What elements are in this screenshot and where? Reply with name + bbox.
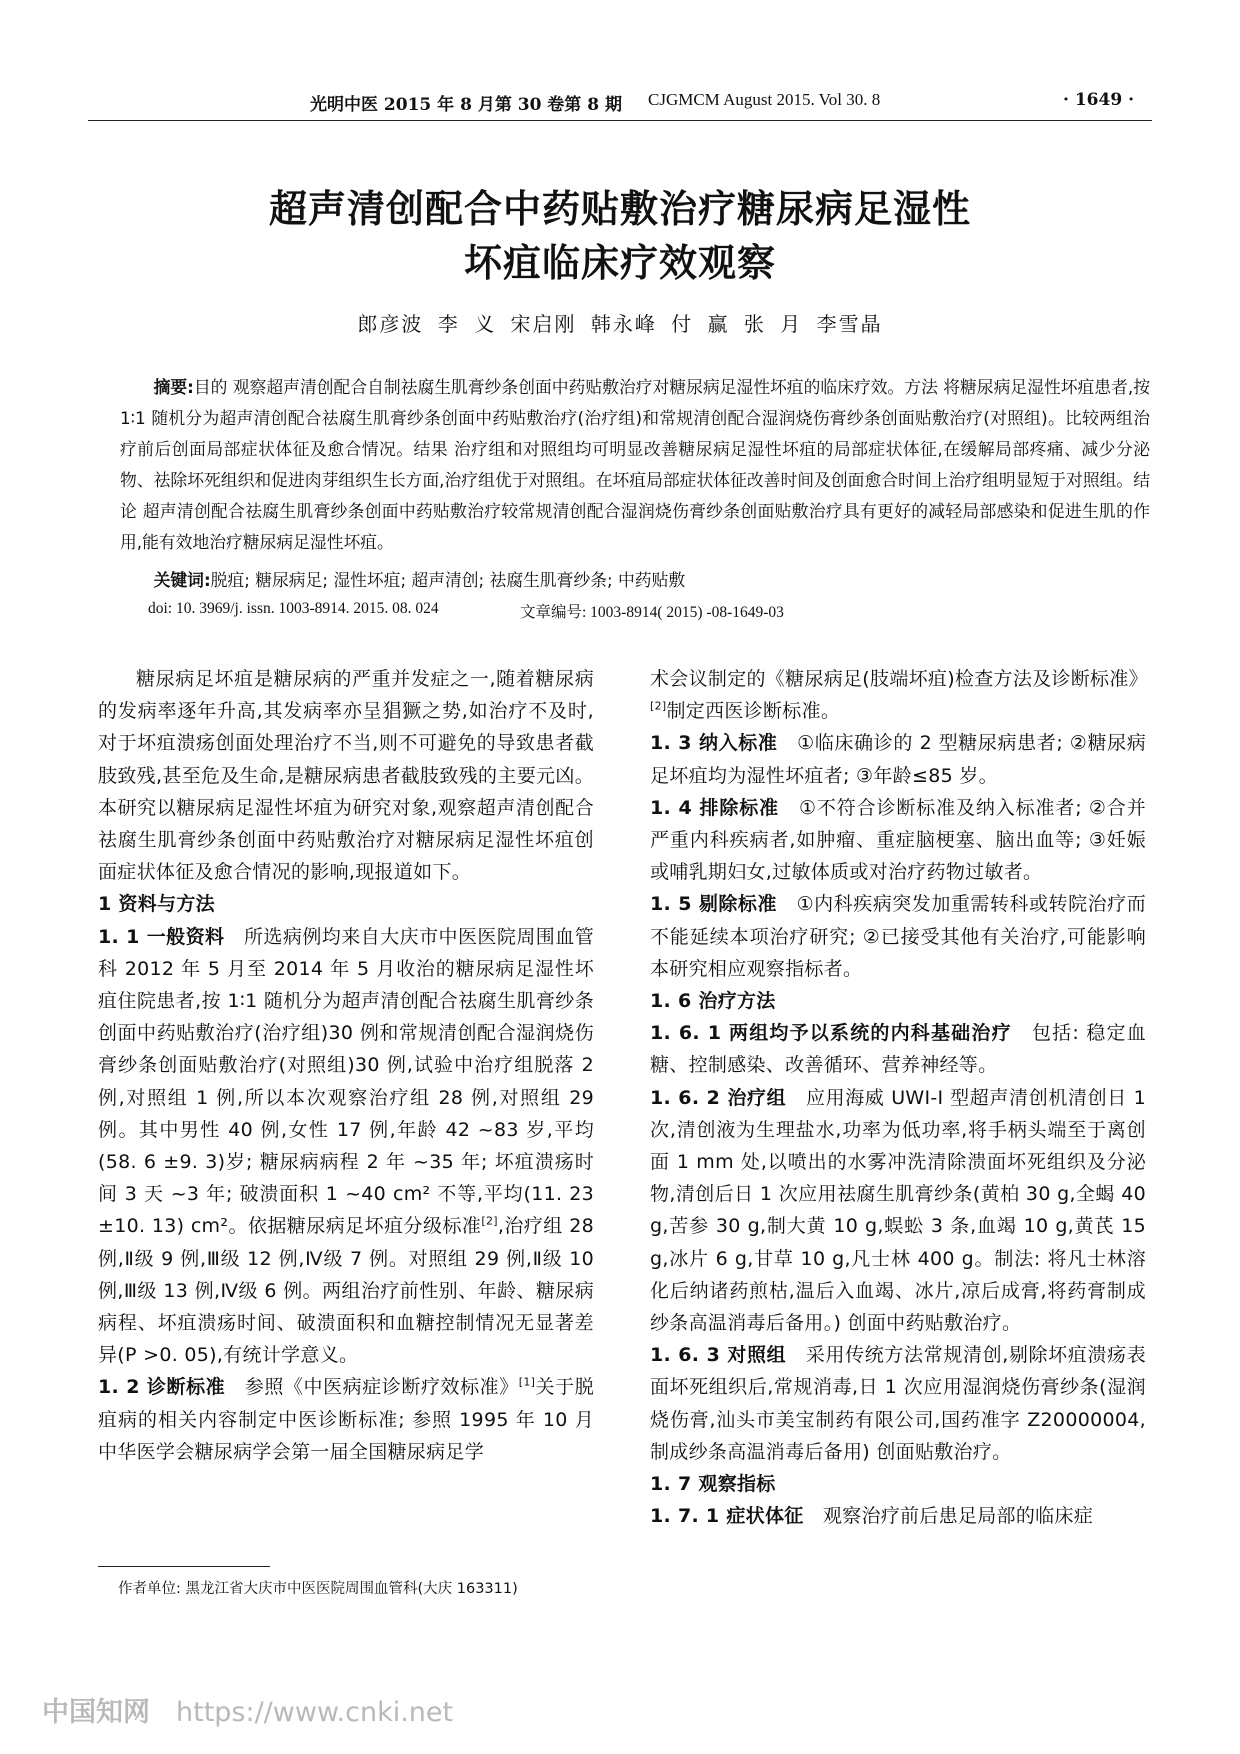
- section-1-2-continued-end: 制定西医诊断标准。: [666, 700, 841, 723]
- right-column: [650, 663, 1146, 1532]
- citation-ref: [1]: [518, 1376, 536, 1390]
- abstract-text: 目的 观察超声清创配合自制祛腐生肌膏纱条创面中药贴敷治疗对糖尿病足湿性坏疽的临床疗效。方法 将糖尿病足湿性坏疽患者,按 1∶1 随机分为超声清创配合祛腐生肌膏纱条创面中药贴敷治疗(治疗组)和常规清创配合湿润烧伤膏纱条创面贴敷治疗(对照组)。比较两组治疗前后创面局部症状体征及愈合情况。结果 治疗组和对照组均可明显改善糖尿病足湿性坏疽的局部症状体征,在缓解局部疼痛、减少分泌物、祛除坏死组织和促进肉芽组织生长方面,治疗组优于对照组。在坏疽局部症状体征改善时间及创面愈合时间上治疗组明显短于对照组。结论 超声清创配合祛腐生肌膏纱条创面中药贴敷治疗较常规清创配合湿润烧伤膏纱条创面贴敷治疗具有更好的减轻局部感染和促进生肌的作用,能有效地治疗糖尿病足湿性坏疽。: [120, 377, 1150, 552]
- section-1-3-text: ①临床确诊的 2 型糖尿病患者; ②糖尿病足坏疽均为湿性坏疽者; ③年龄≤85 岁。: [650, 732, 1146, 787]
- section-1-1-text-cont: ,治疗组 28 例,Ⅱ级 9 例,Ⅲ级 12 例,Ⅳ级 7 例。对照组 29 例,Ⅱ级 10 例,Ⅲ级 13 例,Ⅳ级 6 例。两组治疗前性别、年龄、糖尿病病程、坏疽溃疡时间、破溃面积和血糖控制情况无显著差异(P >0. 05),有统计学意义。: [98, 1215, 594, 1367]
- section-1-6-1-text: 包括: 稳定血糖、控制感染、改善循环、营养神经等。: [650, 1022, 1146, 1077]
- section-1-6-3-text: 采用传统方法常规清创,剔除坏疽溃疡表面坏死组织后,常规消毒,日 1 次应用湿润烧伤膏纱条(湿润烧伤膏,汕头市美宝制药有限公司,国药准字 Z20000004,制成纱条高温消毒后备用) 创面贴敷治疗。: [650, 1344, 1146, 1463]
- section-1-1-title: 1. 1 一般资料: [98, 925, 225, 948]
- left-column: [98, 663, 594, 1468]
- section-1-6-1-title: 1. 6. 1 两组均予以系统的内科基础治疗: [650, 1022, 1012, 1045]
- page-number: · 1649 ·: [1063, 90, 1134, 110]
- title-line-2: 坏疽临床疗效观察: [463, 241, 776, 285]
- doi-line: [148, 600, 1148, 621]
- section-1-6-2-title: 1. 6. 2 治疗组: [650, 1086, 787, 1109]
- author-list: 郎彦波 李 义 宋启刚 韩永峰 付 赢 张 月 李雪晶: [357, 312, 883, 336]
- cnki-watermark: [42, 1690, 453, 1729]
- keywords-label: 关键词:: [153, 570, 211, 590]
- section-1-2-continued: 术会议制定的《糖尿病足(肢端坏疽)检查方法及诊断标准》: [650, 668, 1148, 690]
- section-1-1-text: 所选病例均来自大庆市中医医院周围血管科 2012 年 5 月至 2014 年 5 月收治的糖尿病足湿性坏疽住院患者,按 1∶1 随机分为超声清创配合祛腐生肌膏纱条创面中药贴敷治疗(治疗组)30 例和常规清创配合湿润烧伤膏纱条创面贴敷治疗(对照组)30 例,试验中治疗组脱落 2 例,对照组 1 例,所以本次观察治疗组 28 例,对照组 29 例。其中男性 40 例,女性 17 例,年龄 42 ~83 岁,平均(58. 6 ±9. 3)岁; 糖尿病病程 2 年 ~35 年; 坏疽溃疡时间 3 天 ~3 年; 破溃面积 1 ~40 cm² 不等,平均(11. 23 ±10. 13) cm²。依据糖尿病足坏疽分级标准: [98, 925, 594, 1238]
- section-1-5-text: ①内科疾病突发加重需转科或转院治疗而不能延续本项治疗研究; ②已接受其他有关治疗,可能影响本研究相应观察指标者。: [650, 893, 1147, 980]
- section-1-7-1-text: 观察治疗前后患足局部的临床症: [822, 1505, 1094, 1528]
- citation-ref: [2]: [481, 1215, 498, 1229]
- watermark-url: https://www.cnki.net: [176, 1697, 454, 1728]
- section-1-7-1-title: 1. 7. 1 症状体征: [650, 1505, 804, 1528]
- article-number: 文章编号: 1003-8914( 2015) -08-1649-03: [520, 604, 784, 621]
- paper-title: [88, 182, 1152, 290]
- abstract-label: 摘要:: [153, 377, 194, 397]
- keywords-text: 脱疽; 糖尿病足; 湿性坏疽; 超声清创; 祛腐生肌膏纱条; 中药贴敷: [210, 570, 686, 590]
- footnote-rule: [98, 1566, 270, 1567]
- running-header: [88, 90, 1152, 122]
- keywords: [120, 565, 1150, 595]
- section-1-6-2-text: 应用海威 UWI-I 型超声清创机清创日 1 次,清创液为生理盐水,功率为低功率,将手柄头端至于离创面 1 mm 处,以喷出的水雾冲洗清除溃面坏死组织及分泌物,清创后日 1 次应用祛腐生肌膏纱条(黄柏 30 g,全蝎 40 g,苦参 30 g,制大黄 10 g,蜈蚣 3 条,血竭 10 g,黄芪 15 g,冰片 6 g,甘草 10 g,凡士林 400 g。制法: 将凡士林溶化后纳诸药煎枯,温后入血竭、冰片,凉后成膏,将药膏制成纱条高温消毒后备用。) 创面中药贴敷治疗。: [650, 1086, 1146, 1335]
- section-1-2-text-cont: 关于脱疽病的相关内容制定中医诊断标准; 参照 1995 年 10 月中华医学会糖尿病学会第一届全国糖尿病足学: [98, 1376, 594, 1463]
- section-1-4-title: 1. 4 排除标准: [650, 796, 780, 819]
- section-1-6-title: 1. 6 治疗方法: [650, 990, 776, 1013]
- header-rule: [88, 120, 1152, 121]
- watermark-name: 中国知网: [42, 1697, 150, 1728]
- section-1-5-title: 1. 5 剔除标准: [650, 893, 778, 916]
- section-1-3-title: 1. 3 纳入标准: [650, 732, 778, 755]
- author-affiliation-footnote: 作者单位: 黑龙江省大庆市中医医院周围血管科(大庆 163311): [118, 1581, 518, 1597]
- citation-ref: [2]: [650, 699, 667, 713]
- section-1-4-text: ①不符合诊断标准及纳入标准者; ②合并严重内科疾病者,如肿瘤、重症脑梗塞、脑出血等; ③妊娠或哺乳期妇女,过敏体质或对治疗药物过敏者。: [650, 796, 1146, 884]
- section-1-6-3-title: 1. 6. 3 对照组: [650, 1344, 787, 1367]
- section-1-title: 1 资料与方法: [98, 893, 215, 916]
- intro-paragraph: 糖尿病足坏疽是糖尿病的严重并发症之一,随着糖尿病的发病率逐年升高,其发病率亦呈猖獗之势,如治疗不及时,对于坏疽溃疡创面处理治疗不当,则不可避免的导致患者截肢致残,甚至危及生命,是糖尿病患者截肢致残的主要元凶。本研究以糖尿病足湿性坏疽为研究对象,观察超声清创配合祛腐生肌膏纱条创面中药贴敷治疗对糖尿病足湿性坏疽创面症状体征及愈合情况的影响,现报道如下。: [98, 668, 594, 884]
- journal-name-en: CJGMCM August 2015. Vol 30. 8: [648, 90, 881, 109]
- section-1-7-title: 1. 7 观察指标: [650, 1473, 776, 1496]
- section-1-2-text: 参照《中医病症诊断疗效标准》: [244, 1376, 519, 1399]
- journal-name-cn: 光明中医 2015 年 8 月第 30 卷第 8 期: [310, 95, 622, 115]
- title-line-1: 超声清创配合中药贴敷治疗糖尿病足湿性: [268, 187, 971, 231]
- section-1-2-title: 1. 2 诊断标准: [98, 1376, 226, 1399]
- doi: doi: 10. 3969/j. issn. 1003-8914. 2015. 08. 024: [148, 600, 439, 617]
- abstract: [120, 372, 1150, 558]
